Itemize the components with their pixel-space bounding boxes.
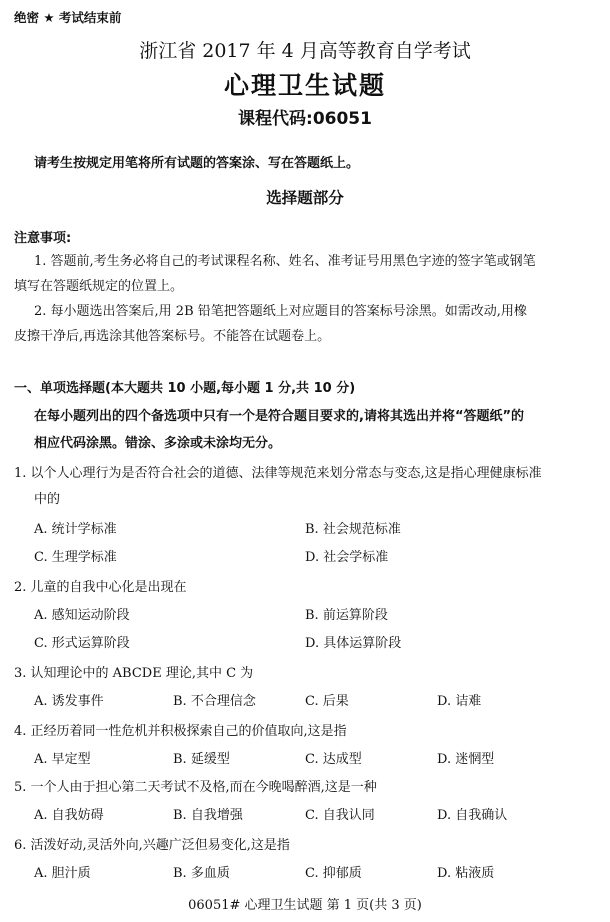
question-5-option-c: C. 自我认同 <box>305 808 375 823</box>
page-footer: 06051# 心理卫生试题 第 1 页(共 3 页) <box>188 898 422 913</box>
question-4-stem: 4. 正经历着同一性危机并积极探索自己的价值取向,这是指 <box>14 724 347 739</box>
part1-heading: 一、单项选择题(本大题共 10 小题,每小题 1 分,共 10 分) <box>14 381 356 396</box>
question-3-option-d: D. 诘难 <box>437 694 482 709</box>
question-1-option-a: A. 统计学标准 <box>34 522 117 537</box>
question-2-option-b: B. 前运算阶段 <box>305 608 388 623</box>
confidential-label: 绝密 ★ 考试结束前 <box>14 10 122 25</box>
question-2-option-a: A. 感知运动阶段 <box>34 608 130 623</box>
question-1-stem-cont: 中的 <box>34 492 61 507</box>
question-5-option-d: D. 自我确认 <box>437 808 508 823</box>
question-3-option-a: A. 诱发事件 <box>34 694 104 709</box>
notes-title: 注意事项: <box>14 231 72 246</box>
question-4-option-d: D. 迷惘型 <box>437 752 495 767</box>
note-item-1-line-2: 填写在答题纸规定的位置上。 <box>14 279 184 294</box>
question-6-option-d: D. 粘液质 <box>437 866 495 881</box>
question-3-option-c: C. 后果 <box>305 694 349 709</box>
question-3-option-b: B. 不合理信念 <box>173 694 256 709</box>
paper-title: 心理卫生试题 <box>223 71 386 100</box>
question-5-stem: 5. 一个人由于担心第二天考试不及格,而在今晚喝醉酒,这是一种 <box>14 780 377 795</box>
note-item-1-line-1: 1. 答题前,考生务必将自己的考试课程名称、姓名、准考证号用黑色字迹的签字笔或钢笔 <box>34 254 536 269</box>
question-4-option-a: A. 早定型 <box>34 752 91 767</box>
course-code: 课程代码:06051 <box>238 109 372 129</box>
question-2-stem: 2. 儿童的自我中心化是出现在 <box>14 580 187 595</box>
question-4-option-c: C. 达成型 <box>305 752 362 767</box>
question-5-option-a: A. 自我妨碍 <box>34 808 104 823</box>
note-item-2-line-2: 皮擦干净后,再选涂其他答案标号。不能答在试题卷上。 <box>14 329 331 344</box>
question-6-option-b: B. 多血质 <box>173 866 230 881</box>
part1-description-line-1: 在每小题列出的四个备选项中只有一个是符合题目要求的,请将其选出并将“答题纸”的 <box>34 409 525 424</box>
answer-instruction: 请考生按规定用笔将所有试题的答案涂、写在答题纸上。 <box>34 156 360 171</box>
question-1-option-c: C. 生理学标准 <box>34 550 117 565</box>
question-1-option-b: B. 社会规范标准 <box>305 522 401 537</box>
question-2-option-c: C. 形式运算阶段 <box>34 636 130 651</box>
question-1-option-d: D. 社会学标准 <box>305 550 389 565</box>
question-1-stem: 1. 以个人心理行为是否符合社会的道德、法律等规范来划分常态与变态,这是指心理健康标准 <box>14 466 542 481</box>
question-5-option-b: B. 自我增强 <box>173 808 243 823</box>
question-2-option-d: D. 具体运算阶段 <box>305 636 402 651</box>
question-6-option-c: C. 抑郁质 <box>305 866 362 881</box>
question-6-stem: 6. 活泼好动,灵活外向,兴趣广泛但易变化,这是指 <box>14 838 290 853</box>
question-4-option-b: B. 延缓型 <box>173 752 230 767</box>
section-title: 选择题部分 <box>266 189 344 207</box>
question-6-option-a: A. 胆汁质 <box>34 866 91 881</box>
exam-title: 浙江省 2017 年 4 月高等教育自学考试 <box>139 40 471 62</box>
part1-description-line-2: 相应代码涂黑。错涂、多涂或未涂均无分。 <box>34 436 282 451</box>
question-3-stem: 3. 认知理论中的 ABCDE 理论,其中 C 为 <box>14 666 254 681</box>
note-item-2-line-1: 2. 每小题选出答案后,用 2B 铅笔把答题纸上对应题目的答案标号涂黑。如需改动,用橡 <box>34 304 527 319</box>
